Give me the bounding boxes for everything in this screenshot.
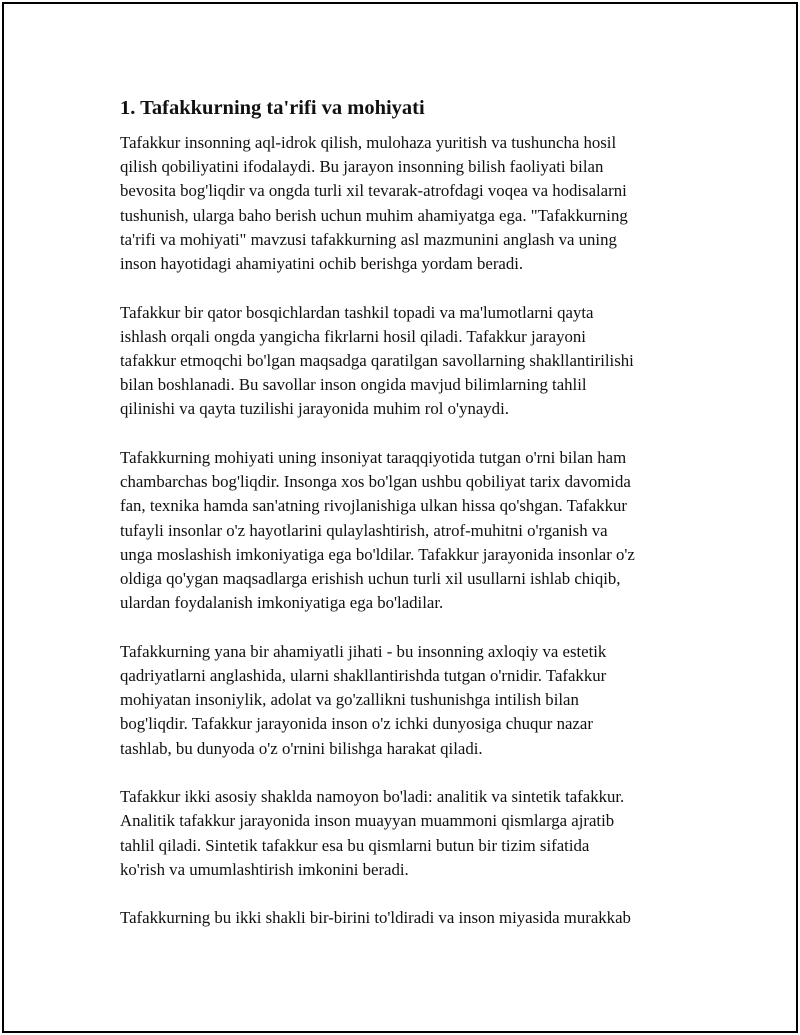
text-line: tufayli insonlar o'z hayotlarini qulaylashtirish, atrof-muhitni o'rganish va (120, 520, 608, 540)
text-line: Tafakkurning mohiyati uning insoniyat taraqqiyotida tutgan o'rni bilan ham (120, 448, 627, 468)
document-content (120, 94, 700, 955)
paragraph (120, 446, 700, 615)
paragraph (120, 906, 700, 930)
text-line: Tafakkur bir qator bosqichlardan tashkil topadi va ma'lumotlarni qayta (120, 302, 594, 322)
text-line: mohiyatan insoniylik, adolat va go'zallikni tushunishga intilish bilan (120, 690, 579, 710)
text-line: bog'liqdir. Tafakkur jarayonida inson o'z ichki dunyosiga chuqur nazar (120, 714, 593, 734)
text-line: ta'rifi va mohiyati" mavzusi tafakkurning asl mazmunini anglash va uning (120, 229, 617, 249)
text-line: qilinishi va qayta tuzilishi jarayonida muhim rol o'ynaydi. (120, 399, 509, 419)
text-line: qilish qobiliyatini ifodalaydi. Bu jarayon insonning bilish faoliyati bilan (120, 157, 604, 177)
text-line: Tafakkur ikki asosiy shaklda namoyon bo'ladi: analitik va sintetik tafakkur. (120, 787, 625, 807)
paragraph (120, 785, 700, 882)
text-line: tafakkur etmoqchi bo'lgan maqsadga qaratilgan savollarning shakllantirilishi (120, 351, 634, 371)
text-line: Analitik tafakkur jarayonida inson muayyan muammoni qismlarga ajratib (120, 811, 615, 831)
section-title: 1. Tafakkurning ta'rifi va mohiyati (120, 97, 425, 119)
text-line: tushunish, ularga baho berish uchun muhim ahamiyatga ega. "Tafakkurning (120, 205, 628, 225)
text-line: chambarchas bog'liqdir. Insonga xos bo'lgan ushbu qobiliyat tarix davomida (120, 472, 631, 492)
text-line: Tafakkurning yana bir ahamiyatli jihati - bu insonning axloqiy va estetik (120, 641, 607, 661)
text-line: inson hayotidagi ahamiyatini ochib berishga yordam beradi. (120, 254, 524, 274)
document-page (2, 2, 798, 1033)
text-line: bilan boshlanadi. Bu savollar inson ongida mavjud bilimlarning tahlil (120, 375, 587, 395)
text-line: ishlash orqali ongda yangicha fikrlarni hosil qiladi. Tafakkur jarayoni (120, 326, 586, 346)
text-line: Tafakkur insonning aql-idrok qilish, mulohaza yuritish va tushuncha hosil (120, 133, 617, 152)
text-line: ko'rish va umumlashtirish imkonini beradi. (120, 859, 409, 879)
text-line: unga moslashish imkoniyatiga ega bo'ldilar. Tafakkur jarayonida insonlar o'z (120, 544, 635, 564)
text-line: ulardan foydalanish imkoniyatiga ega bo'ladilar. (120, 593, 444, 613)
text-line: oldiga qo'ygan maqsadlarga erishish uchun turli xil usullarni ishlab chiqib, (120, 569, 621, 589)
text-line: Tafakkurning bu ikki shakli bir-birini to'ldiradi va inson miyasida murakkab (120, 908, 631, 928)
text-line: tashlab, bu dunyoda o'z o'rnini bilishga harakat qiladi. (120, 738, 483, 758)
paragraph (120, 301, 700, 422)
text-line: fan, texnika hamda san'atning rivojlanishiga ulkan hissa qo'shgan. Tafakkur (120, 496, 627, 516)
text-line: qadriyatlarni anglashida, ularni shakllantirishda tutgan o'rnidir. Tafakkur (120, 666, 607, 686)
paragraph (120, 131, 700, 276)
text-line: tahlil qiladi. Sintetik tafakkur esa bu qismlarni butun bir tizim sifatida (120, 835, 590, 855)
text-line: bevosita bog'liqdir va ongda turli xil tevarak-atrofdagi voqea va hodisalarni (120, 181, 627, 201)
paragraph (120, 640, 700, 761)
paragraph-list (120, 131, 700, 931)
